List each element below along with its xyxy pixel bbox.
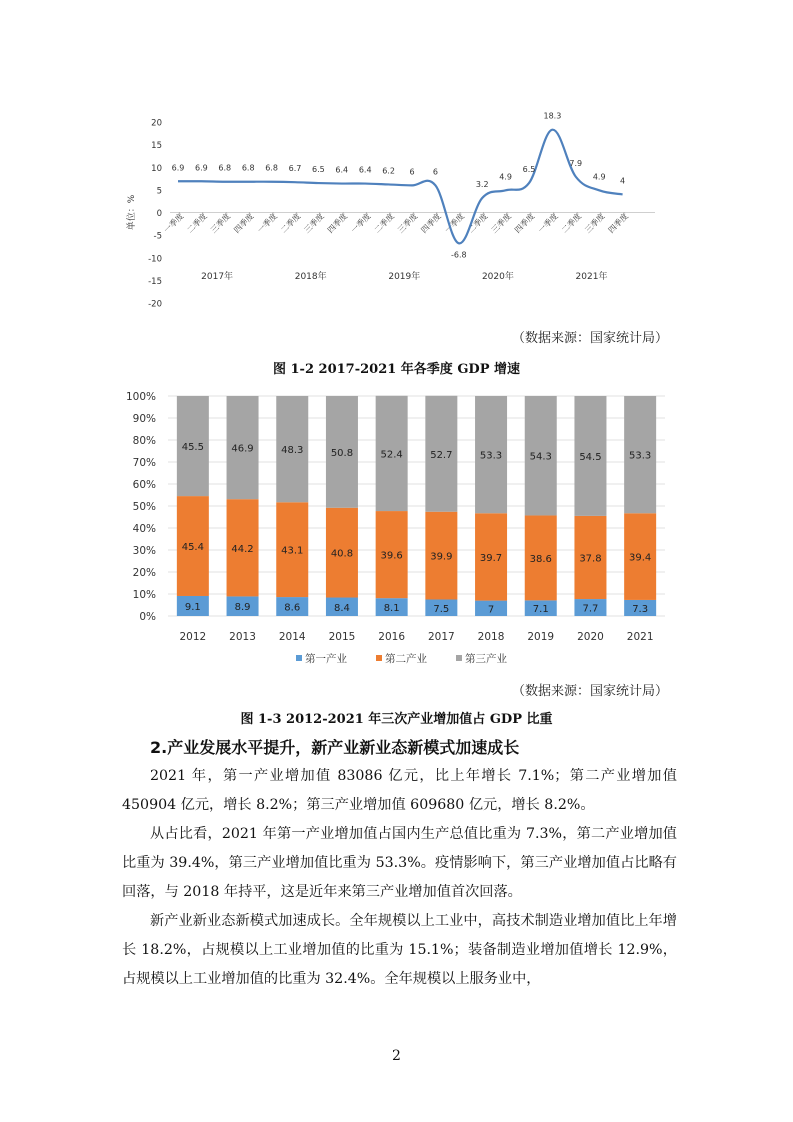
quarter-label: 二季度 [466, 211, 490, 235]
legend-label: 第三产业 [465, 653, 507, 665]
data-label: 6.5 [312, 165, 325, 175]
bar-data-label: 39.4 [629, 552, 652, 564]
quarter-label: 四季度 [232, 211, 256, 235]
x-tick-label: 2020 [577, 631, 604, 643]
legend-label: 第一产业 [305, 653, 347, 665]
figure-1-2-caption: 图 1-2 2017-2021 年各季度 GDP 增速 [272, 362, 521, 377]
bar-data-label: 8.9 [234, 602, 251, 614]
y-tick-label: 60% [132, 479, 156, 491]
section-heading: 2.产业发展水平提升，新产业新业态新模式加速成长 [150, 738, 520, 757]
quarter-label: 二季度 [559, 211, 584, 235]
y-tick-label: 20% [132, 567, 156, 579]
bar-data-label: 54.5 [579, 451, 602, 463]
x-tick-label: 2012 [179, 631, 207, 643]
bar-data-label: 37.8 [579, 553, 602, 565]
x-tick-label: 2018 [477, 631, 505, 643]
y-tick-label: 0 [156, 209, 162, 219]
data-label: 18.3 [543, 111, 562, 121]
data-label: -6.8 [450, 250, 467, 260]
y-tick-label: 10% [132, 589, 156, 601]
bar-data-label: 44.2 [231, 543, 254, 555]
y-tick-label: 80% [132, 435, 156, 447]
data-label: 6 [409, 167, 415, 177]
y-tick-label: -20 [148, 299, 162, 310]
bar-data-label: 7.7 [582, 603, 599, 615]
bar-data-label: 7.3 [632, 603, 649, 615]
bar-data-label: 43.1 [281, 545, 304, 557]
quarter-label: 一季度 [349, 211, 373, 235]
bar-data-label: 45.5 [181, 442, 204, 454]
data-label: 4.9 [592, 172, 606, 182]
y-tick-label: -10 [148, 254, 162, 265]
data-label: 6.7 [288, 164, 302, 174]
quarter-label: 三季度 [583, 211, 607, 235]
data-label: 6.9 [171, 163, 185, 173]
year-label: 2018年 [294, 272, 327, 282]
bar-data-label: 39.7 [479, 552, 503, 564]
y-tick-label: 70% [132, 457, 156, 469]
x-tick-label: 2017 [427, 631, 455, 643]
y-tick-label: 20 [151, 118, 162, 129]
quarter-label: 四季度 [606, 211, 631, 235]
quarterly-gdp-growth-chart [120, 96, 675, 318]
y-tick-label: 100% [125, 391, 156, 403]
x-tick-label: 2015 [328, 631, 356, 643]
figure-1-2-source: （数据来源：国家统计局） [511, 331, 668, 346]
bar-data-label: 54.3 [529, 451, 552, 463]
bar-data-label: 46.9 [231, 443, 254, 455]
bar-data-label: 39.9 [430, 551, 453, 563]
data-label: 4 [620, 176, 626, 186]
y-tick-label: 40% [132, 523, 156, 535]
bar-data-label: 40.8 [330, 548, 354, 560]
bar-data-label: 48.3 [281, 445, 304, 457]
quarter-label: 四季度 [325, 211, 350, 235]
y-tick-label: 5 [156, 186, 162, 197]
y-tick-label: 90% [132, 413, 156, 425]
y-tick-label: -5 [153, 231, 162, 242]
data-label: 6 [432, 167, 438, 177]
x-tick-label: 2021 [626, 631, 654, 643]
year-label: 2021年 [575, 272, 608, 282]
quarter-label: 三季度 [396, 211, 420, 235]
quarter-label: 一季度 [255, 211, 280, 235]
quarter-label: 一季度 [442, 211, 467, 235]
data-label: 6.9 [195, 163, 208, 173]
bar-data-label: 7 [487, 604, 495, 616]
paragraph-3: 新产业新业态新模式加速成长。全年规模以上工业中，高技术制造业增加值比上年增长 18.2%，占规模以上工业增加值的比重为 15.1%；装备制造业增加值增长 12.9%，占规模以上工业增加值的比重为 32.4%。全年规模以上服务业中， [122, 913, 677, 987]
y-tick-label: 10 [151, 163, 162, 174]
data-label: 6.4 [358, 165, 372, 175]
x-tick-label: 2016 [378, 631, 406, 643]
bar-data-label: 39.6 [380, 550, 403, 562]
y-axis-label: 单位：% [127, 194, 137, 231]
bar-data-label: 53.3 [629, 450, 652, 462]
x-tick-label: 2013 [229, 631, 256, 643]
paragraph-1: 2021 年，第一产业增加值 83086 亿元，比上年增长 7.1%；第二产业增加值 450904 亿元，增长 8.2%；第三产业增加值 609680 亿元，增长 8.2%。 [122, 768, 677, 813]
y-tick-label: 30% [132, 545, 156, 557]
industry-share-chart [120, 385, 675, 670]
quarter-label: 二季度 [185, 211, 209, 235]
year-label: 2019年 [388, 272, 421, 282]
y-tick-label: -15 [148, 276, 162, 287]
x-tick-label: 2019 [527, 631, 555, 643]
data-label: 7.9 [569, 158, 583, 168]
bar-data-label: 7.1 [532, 604, 549, 616]
data-label: 6.4 [335, 165, 349, 175]
data-label: 6.8 [218, 163, 232, 173]
quarter-label: 三季度 [208, 211, 233, 235]
y-tick-label: 0% [139, 611, 156, 623]
x-tick-label: 2014 [278, 631, 306, 643]
legend-label: 第二产业 [385, 653, 427, 665]
data-label: 6.5 [522, 165, 536, 175]
data-label: 3.2 [475, 180, 489, 190]
quarter-label: 一季度 [162, 211, 186, 235]
year-label: 2017年 [201, 272, 234, 282]
bar-data-label: 45.4 [181, 542, 204, 554]
figure-1-3-caption: 图 1-3 2012-2021 年三次产业增加值占 GDP 比重 [240, 712, 553, 727]
quarter-label: 二季度 [279, 211, 303, 235]
bar-data-label: 50.8 [330, 447, 354, 459]
quarter-label: 二季度 [372, 211, 397, 235]
bar-data-label: 8.6 [284, 602, 301, 614]
bar-data-label: 53.3 [479, 450, 503, 462]
paragraph-2: 从占比看，2021 年第一产业增加值占国内生产总值比重为 7.3%，第二产业增加值比重为 39.4%，第三产业增加值比重为 53.3%。疫情影响下，第三产业增加值占比略有回落，与 2018 年持平，这是近年来第三产业增加值首次回落。 [122, 826, 677, 900]
bar-data-label: 52.7 [430, 449, 453, 461]
legend-swatch [456, 655, 462, 661]
quarter-label: 三季度 [489, 211, 514, 235]
bar-data-label: 8.1 [383, 603, 400, 615]
bar-data-label: 52.4 [380, 449, 403, 461]
data-label: 4.9 [499, 172, 512, 182]
quarter-label: 三季度 [302, 211, 326, 235]
y-tick-label: 15 [151, 141, 162, 152]
bar-data-label: 7.5 [433, 603, 450, 615]
legend-swatch [296, 655, 302, 661]
year-label: 2020年 [481, 272, 514, 282]
y-tick-label: 50% [132, 501, 156, 513]
bar-data-label: 38.6 [529, 553, 552, 565]
bar-data-label: 8.4 [333, 602, 350, 614]
quarter-label: 四季度 [513, 211, 537, 235]
data-label: 6.8 [241, 163, 255, 173]
page-number: 2 [392, 1048, 401, 1064]
bar-data-label: 9.1 [184, 601, 201, 613]
quarter-label: 四季度 [419, 211, 443, 235]
quarter-label: 一季度 [536, 211, 560, 235]
figure-1-3-source: （数据来源：国家统计局） [511, 684, 668, 699]
data-label: 6.8 [265, 163, 278, 173]
legend-swatch [376, 655, 382, 661]
data-label: 6.2 [382, 166, 395, 176]
